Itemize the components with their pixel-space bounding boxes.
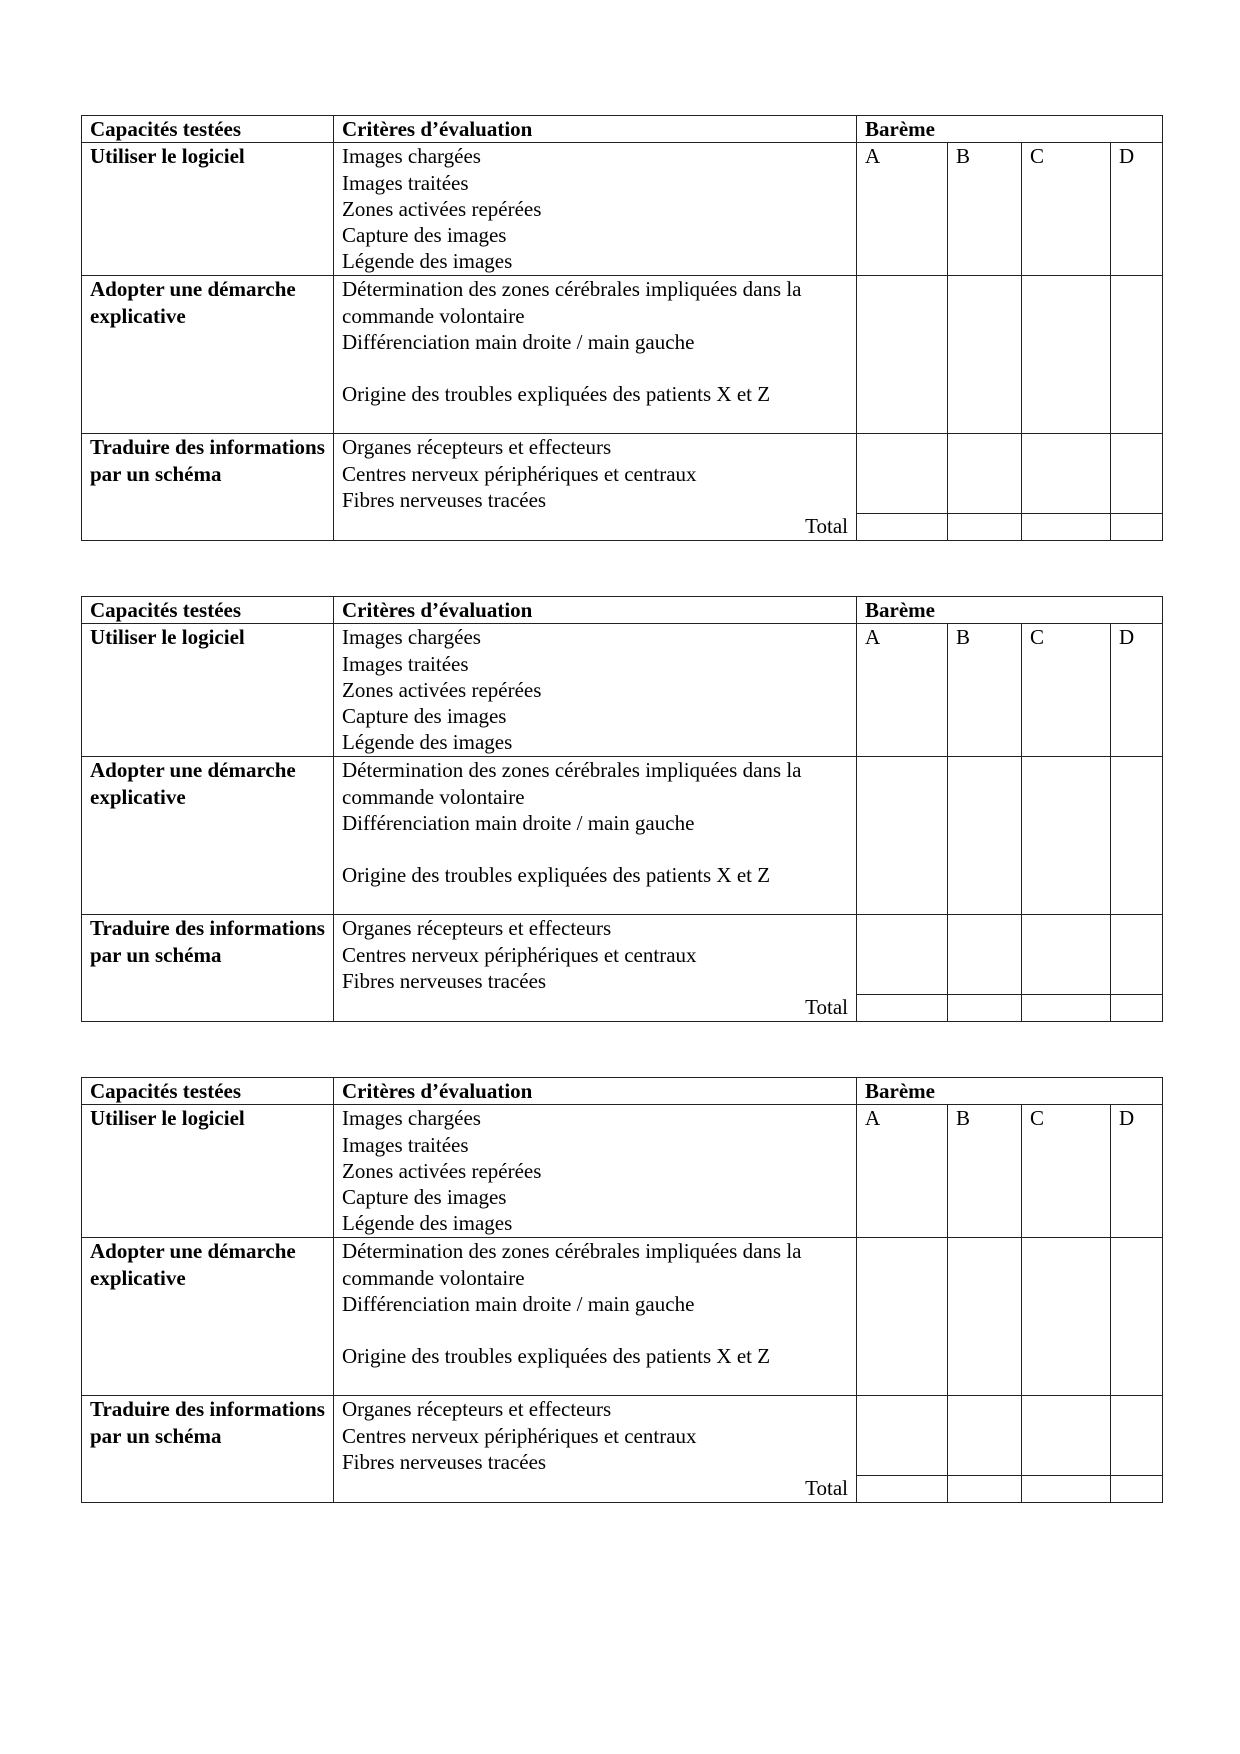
- criteria-block: [342, 434, 848, 539]
- score-cell[interactable]: [1111, 276, 1163, 434]
- capacity-cell: Adopter une démarche explicative: [82, 1238, 334, 1396]
- spacer: [342, 355, 848, 381]
- evaluation-table: [81, 1077, 1163, 1503]
- header-criteria: Critères d’évaluation: [334, 597, 857, 624]
- score-cell[interactable]: [948, 1396, 1022, 1476]
- grade-cell-c[interactable]: C: [1022, 143, 1111, 276]
- table-row: [82, 915, 1163, 995]
- score-cell[interactable]: [857, 915, 948, 995]
- table-header-row: [82, 116, 1163, 143]
- criterion: Organes récepteurs et effecteurs: [342, 916, 612, 941]
- table-row: [82, 1238, 1163, 1396]
- grade-cell-a[interactable]: A: [857, 624, 948, 757]
- table-row: [82, 757, 1163, 915]
- spacer: [342, 1317, 848, 1343]
- criterion: Différenciation main droite / main gauche: [342, 810, 695, 835]
- header-scale: Barème: [857, 116, 1163, 143]
- criterion: Images chargées: [342, 1106, 481, 1131]
- criteria-cell: [334, 143, 857, 276]
- score-cell[interactable]: [857, 1238, 948, 1396]
- table-row: [82, 624, 1163, 757]
- criterion: Fibres nerveuses tracées: [342, 968, 547, 993]
- total-label: Total: [805, 514, 848, 538]
- score-cell[interactable]: [857, 757, 948, 915]
- capacity-cell: Traduire des informations par un schéma: [82, 915, 334, 1022]
- criterion: Zones activées repérées: [342, 677, 542, 702]
- total-score-cell[interactable]: [948, 995, 1022, 1022]
- capacity-cell: Utiliser le logiciel: [82, 143, 334, 276]
- header-scale: Barème: [857, 597, 1163, 624]
- table-row: [82, 276, 1163, 434]
- grade-cell-d[interactable]: D: [1111, 1105, 1163, 1238]
- criterion: Origine des troubles expliquées des patients X et Z: [342, 1344, 771, 1369]
- criteria-cell: [334, 1396, 857, 1503]
- total-score-cell[interactable]: [1111, 1476, 1163, 1503]
- capacity-cell: Adopter une démarche explicative: [82, 757, 334, 915]
- criterion: Différenciation main droite / main gauche: [342, 329, 695, 354]
- criteria-cell: [334, 1238, 857, 1396]
- score-cell[interactable]: [1111, 915, 1163, 995]
- criterion: Organes récepteurs et effecteurs: [342, 435, 612, 460]
- grade-cell-b[interactable]: B: [948, 143, 1022, 276]
- header-capacity: Capacités testées: [82, 116, 334, 143]
- total-score-cell[interactable]: [948, 1476, 1022, 1503]
- grade-cell-a[interactable]: A: [857, 143, 948, 276]
- criterion: Capture des images: [342, 704, 507, 729]
- table-row: [82, 1105, 1163, 1238]
- header-capacity: Capacités testées: [82, 597, 334, 624]
- criterion: Légende des images: [342, 1211, 513, 1236]
- criterion: Fibres nerveuses tracées: [342, 487, 547, 512]
- capacity-cell: Traduire des informations par un schéma: [82, 434, 334, 541]
- criteria-cell: [334, 757, 857, 915]
- criterion: Capture des images: [342, 1185, 507, 1210]
- criterion: Détermination des zones cérébrales impliquées dans la commande volontaire: [342, 1239, 802, 1290]
- criterion: Légende des images: [342, 730, 513, 755]
- criterion: Centres nerveux périphériques et centraux: [342, 1423, 697, 1448]
- capacity-cell: Utiliser le logiciel: [82, 1105, 334, 1238]
- score-cell[interactable]: [1111, 1238, 1163, 1396]
- criterion: Organes récepteurs et effecteurs: [342, 1397, 612, 1422]
- criterion: Détermination des zones cérébrales impliquées dans la commande volontaire: [342, 758, 802, 809]
- criteria-cell: [334, 434, 857, 541]
- header-criteria: Critères d’évaluation: [334, 116, 857, 143]
- total-score-cell[interactable]: [1022, 1476, 1111, 1503]
- criterion: Images traitées: [342, 651, 469, 676]
- grade-cell-d[interactable]: D: [1111, 143, 1163, 276]
- total-score-cell[interactable]: [1111, 995, 1163, 1022]
- score-cell[interactable]: [948, 276, 1022, 434]
- score-cell[interactable]: [1111, 757, 1163, 915]
- criterion: Capture des images: [342, 223, 507, 248]
- criterion: Légende des images: [342, 249, 513, 274]
- criterion: Centres nerveux périphériques et centraux: [342, 942, 697, 967]
- score-cell[interactable]: [1022, 276, 1111, 434]
- total-score-cell[interactable]: [857, 1476, 948, 1503]
- evaluation-table: [81, 596, 1163, 1022]
- total-score-cell[interactable]: [857, 995, 948, 1022]
- criterion: Fibres nerveuses tracées: [342, 1449, 547, 1474]
- grade-cell-c[interactable]: C: [1022, 624, 1111, 757]
- spacer: [342, 836, 848, 862]
- score-cell[interactable]: [1022, 915, 1111, 995]
- criteria-cell: [334, 1105, 857, 1238]
- criterion: Différenciation main droite / main gauche: [342, 1291, 695, 1316]
- table-row: [82, 1396, 1163, 1476]
- grade-cell-a[interactable]: A: [857, 1105, 948, 1238]
- grade-cell-c[interactable]: C: [1022, 1105, 1111, 1238]
- capacity-cell: Traduire des informations par un schéma: [82, 1396, 334, 1503]
- grade-cell-b[interactable]: B: [948, 1105, 1022, 1238]
- table-row: [82, 434, 1163, 514]
- header-capacity: Capacités testées: [82, 1078, 334, 1105]
- score-cell[interactable]: [857, 434, 948, 514]
- score-cell[interactable]: [1022, 1238, 1111, 1396]
- criterion: Images traitées: [342, 170, 469, 195]
- score-cell[interactable]: [857, 1396, 948, 1476]
- criterion: Zones activées repérées: [342, 196, 542, 221]
- score-cell[interactable]: [948, 915, 1022, 995]
- score-cell[interactable]: [1111, 434, 1163, 514]
- evaluation-table: [81, 115, 1163, 541]
- grade-cell-d[interactable]: D: [1111, 624, 1163, 757]
- total-score-cell[interactable]: [948, 514, 1022, 541]
- criteria-cell: [334, 276, 857, 434]
- table-row: [82, 143, 1163, 276]
- total-label: Total: [805, 995, 848, 1019]
- criterion: Détermination des zones cérébrales impliquées dans la commande volontaire: [342, 277, 802, 328]
- score-cell[interactable]: [948, 1238, 1022, 1396]
- capacity-cell: Adopter une démarche explicative: [82, 276, 334, 434]
- criterion: Images traitées: [342, 1132, 469, 1157]
- criteria-block: [342, 1396, 848, 1501]
- grade-cell-b[interactable]: B: [948, 624, 1022, 757]
- score-cell[interactable]: [1022, 757, 1111, 915]
- criterion: Images chargées: [342, 625, 481, 650]
- capacity-cell: Utiliser le logiciel: [82, 624, 334, 757]
- criterion: Zones activées repérées: [342, 1158, 542, 1183]
- total-score-cell[interactable]: [1022, 995, 1111, 1022]
- criterion: Images chargées: [342, 144, 481, 169]
- total-score-cell[interactable]: [857, 514, 948, 541]
- criterion: Origine des troubles expliquées des patients X et Z: [342, 863, 771, 888]
- score-cell[interactable]: [1022, 1396, 1111, 1476]
- criterion: Centres nerveux périphériques et centraux: [342, 461, 697, 486]
- table-header-row: [82, 1078, 1163, 1105]
- score-cell[interactable]: [1111, 1396, 1163, 1476]
- score-cell[interactable]: [948, 757, 1022, 915]
- score-cell[interactable]: [857, 276, 948, 434]
- criteria-block: [342, 915, 848, 1020]
- criteria-cell: [334, 624, 857, 757]
- total-score-cell[interactable]: [1022, 514, 1111, 541]
- score-cell[interactable]: [948, 434, 1022, 514]
- criteria-cell: [334, 915, 857, 1022]
- header-criteria: Critères d’évaluation: [334, 1078, 857, 1105]
- header-scale: Barème: [857, 1078, 1163, 1105]
- score-cell[interactable]: [1022, 434, 1111, 514]
- total-score-cell[interactable]: [1111, 514, 1163, 541]
- criterion: Origine des troubles expliquées des patients X et Z: [342, 382, 771, 407]
- table-header-row: [82, 597, 1163, 624]
- total-label: Total: [805, 1476, 848, 1500]
